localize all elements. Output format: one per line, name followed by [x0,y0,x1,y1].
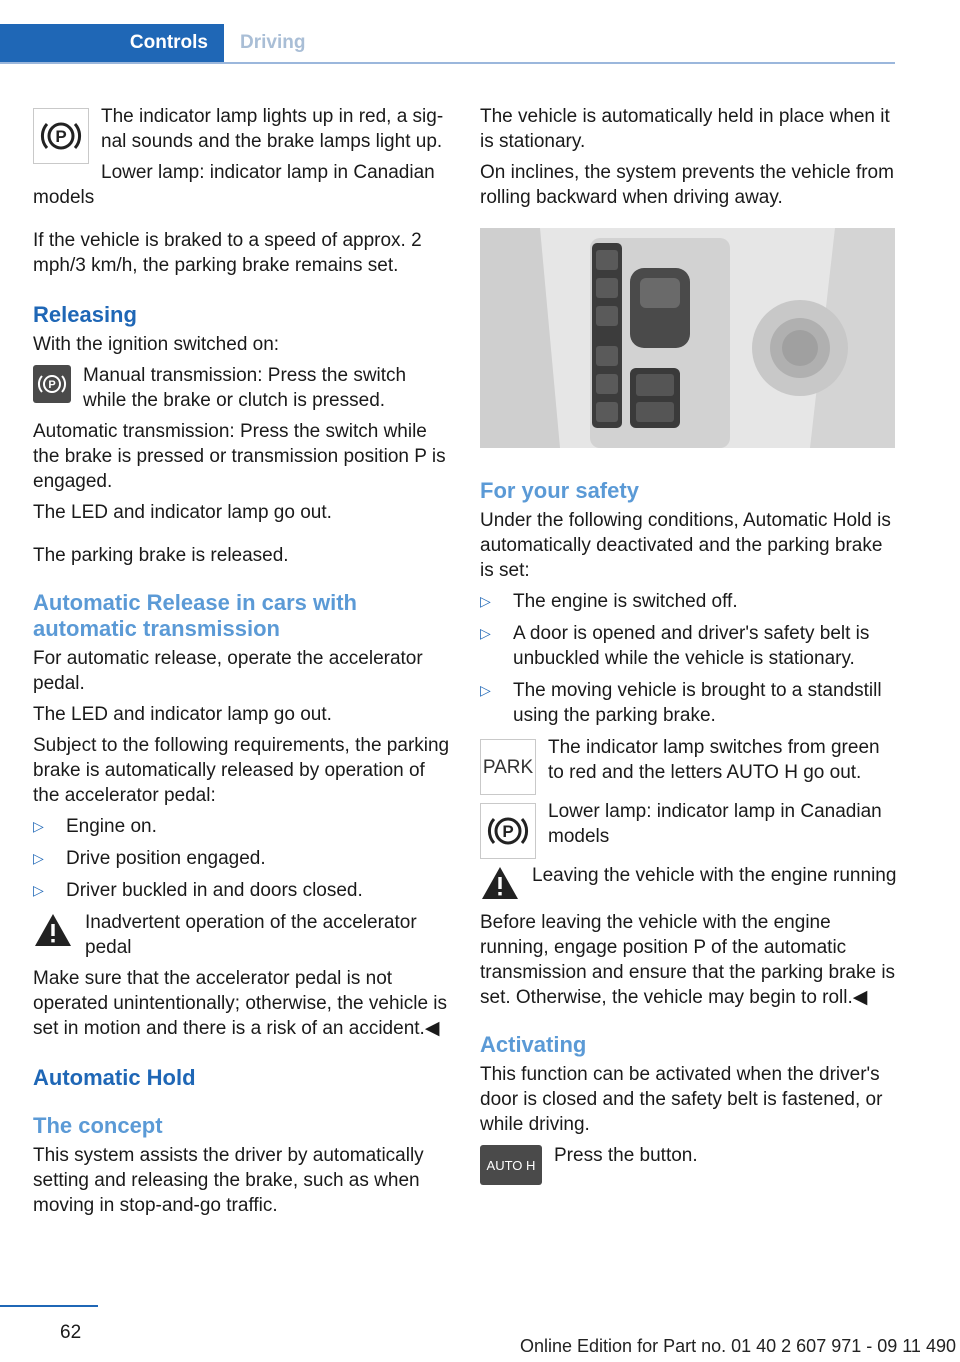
requirements-list [33,814,451,903]
manual-transmission-block [33,363,451,413]
press-button-text: Press the button. [554,1145,698,1166]
list-item: ▷ A door is opened and driver's safety belt is unbuckled while the vehicle is stationary. [480,623,870,669]
svg-text:P: P [48,379,56,391]
heading-safety: For your safety [480,478,639,503]
parking-brake-icon [33,108,89,164]
led-out-text-2: The LED and indicator lamp go out. [33,704,332,725]
brake-speed-text: If the vehicle is braked to a speed of approx. 2 mph/3 km/h, the parking brake remains set. [33,230,422,276]
warning-icon [480,865,520,908]
heading-activating: Activating [480,1032,587,1057]
list-item: ▷ Driver buckled in and doors closed. [33,880,363,901]
canadian-lamp-block [480,799,898,849]
ignition-text: With the ignition switched on: [33,334,280,355]
indicator-lamp-block [33,104,451,210]
lower-lamp-text-2: Lower lamp: indicator lamp in Canadian models [548,801,882,847]
brake-released-text: The parking brake is released. [33,545,289,566]
activation-text: This function can be activated when the driver's door is closed and the safety belt is fastened, or while driving. [480,1064,883,1135]
page-number: 62 [60,1322,82,1343]
parking-brake-switch-icon [33,365,71,403]
auto-release-text: For automatic release, operate the accelerator pedal. [33,648,423,694]
park-icon: PARK [480,739,536,795]
concept-text: This system assists the driver by automatically setting and releasing the brake, such as when moving in stop-and-go traffic. [33,1145,424,1216]
page-number-rule [0,1305,98,1307]
warning-engine-block [480,863,898,903]
list-item: ▷ The moving vehicle is brought to a standstill using the parking brake. [480,680,882,726]
park-lamp-block [480,735,898,785]
tab-driving[interactable]: Driving [240,32,306,53]
list-item: ▷ The engine is switched off. [480,591,738,612]
svg-text:P: P [55,127,67,146]
held-in-place-text: The vehicle is automatically held in place when it is stationary. [480,106,890,152]
parking-brake-icon-canada [480,803,536,859]
center-console-photo [480,228,895,448]
auto-h-button-icon: AUTO H [480,1145,542,1185]
auto-h-block [480,1143,898,1183]
lamp-red-text: The indicator lamp lights up in red, a sig- nal sounds and the brake lamps light up. [101,106,444,152]
lower-lamp-text: Lower lamp: indicator lamp in Canadian models [33,162,435,208]
tab-controls[interactable]: Controls [0,24,224,62]
heading-automatic-release: Automatic Release in cars with automatic transmission [33,590,357,641]
requirements-text: Subject to the following requirements, the parking brake is automatically released by operation of the accelerator pedal: [33,735,450,806]
lamp-switch-text: The indicator lamp switches from green to red and the letters AUTO H go out. [548,737,880,783]
warning-text-2: Before leaving the vehicle with the engine running, engage position P of the automatic transmission and ensure that the parking brake is set. Otherwise, the vehicle may begin to roll.◀ [480,912,896,1008]
heading-automatic-hold: Automatic Hold [33,1065,196,1090]
heading-releasing: Releasing [33,302,137,327]
warning-icon [33,912,73,955]
warning-accelerator-block [33,910,451,960]
automatic-transmission-text: Automatic transmission: Press the switch while the brake is pressed or transmission position P is engaged. [33,421,446,492]
heading-concept: The concept [33,1113,163,1138]
inclines-text: On inclines, the system prevents the vehicle from rolling backward when driving away. [480,162,894,208]
warning-title: Inadvertent operation of the accelerator pedal [85,912,417,958]
right-column [480,104,898,1189]
conditions-text: Under the following conditions, Automatic Hold is automatically deactivated and the parking brake is set: [480,510,891,581]
warning-title-2: Leaving the vehicle with the engine running [532,865,897,886]
list-item: ▷ Drive position engaged. [33,848,266,869]
svg-text:P: P [502,822,514,841]
manual-transmission-text: Manual transmission: Press the switch while the brake or clutch is pressed. [83,365,407,411]
edition-footer: Online Edition for Part no. 01 40 2 607 971 - 09 11 490 [520,1336,956,1356]
list-item: ▷ Engine on. [33,816,157,837]
warning-text: Make sure that the accelerator pedal is not operated unintentionally; otherwise, the vehicle is set in motion and there is a risk of an accident.◀ [33,968,448,1039]
led-out-text: The LED and indicator lamp go out. [33,502,332,523]
conditions-list [480,589,898,728]
left-column [33,104,451,1224]
